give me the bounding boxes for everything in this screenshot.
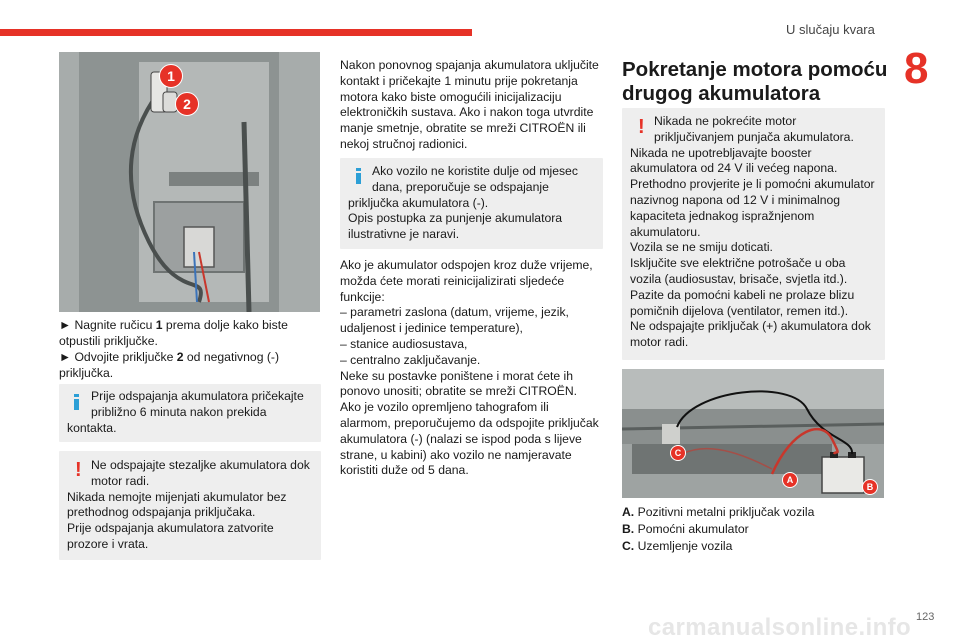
legend-item-b: B. Pomoćni akumulator xyxy=(622,522,749,536)
photo-marker-c: C xyxy=(670,445,686,461)
jump-start-photo xyxy=(622,369,884,498)
warning-box-jump-start: ! Nikada ne pokrećite motor priključivanjem punjača akumulatora. Nikada ne upotrebljavajte booster akumulatora od 24 V ili većeg napona. Prethodno provjerite je li pomoćni akumulator nazivnog napona od 12 V i minimalnog kapaciteta jednakog ispražnjenom akumulatoru. Vozila se ne smiju doticati. Isključite sve električne potrošače u oba vozila (audiosustav, brisače, svjetla itd.). Pazite da pomoćni kabeli ne prolaze blizu pomičnih dijelova (ventilator, remen itd.). Ne odspajajte priključak (+) akumulatora dok motor radi. xyxy=(622,108,885,360)
reinitialization-paragraph: Ako je akumulator odspojen kroz duže vrijeme, možda ćete morati reinicijalizirati sljedeće funkcije: – parametri zaslona (datum, vrijeme, jezik, udaljenost i jedinice temperature), – stanice audiosustava, – centralno zaključavanje. Neke su postavke poništene i morat ćete ih ponovo unositi; obratite se mreži CITROËN. Ako je vozilo opremljeno tahografom ili alarmom, preporučujemo da odspojite priključak akumulatora (-) (nalazi se ispod poda s lijeve strane, u kabini) ako vozilo ne namjeravate koristiti duže od 5 dana. xyxy=(340,258,599,478)
header-accent-bar xyxy=(0,29,472,36)
watermark: carmanualsonline.info xyxy=(648,614,912,641)
battery-terminal-photo xyxy=(59,52,320,312)
warning-icon: ! xyxy=(75,459,82,481)
section-title: Pokretanje motora pomoću drugog akumulatora xyxy=(622,58,888,105)
step-2: ► Odvojite priključke 2 od negativnog (-) priključka. xyxy=(59,350,280,380)
info-box-wait: Prije odspajanja akumulatora pričekajte približno 6 minuta nakon prekida kontakta. xyxy=(59,384,321,442)
photo-marker-2: 2 xyxy=(175,92,199,116)
warning-icon: ! xyxy=(638,116,645,138)
header-title: U slučaju kvara xyxy=(786,22,875,37)
photo-marker-a: A xyxy=(782,472,798,488)
page-number: 123 xyxy=(916,611,935,623)
legend-item-c: C. Uzemljenje vozila xyxy=(622,539,733,553)
chapter-number: 8 xyxy=(904,44,929,93)
reconnect-paragraph: Nakon ponovnog spajanja akumulatora uključite kontakt i pričekajte 1 minutu prije pokretanja motora kako biste omogućili inicijalizaciju elektroničkih sustava. Ako i nakon toga utvrdite manje smetnje, obratite se mreži CITROËN ili nekoj stručnoj radionici. xyxy=(340,58,599,151)
info-box-storage: Ako vozilo ne koristite dulje od mjesec dana, preporučuje se odspajanje priključka akumulatora (-). Opis postupka za punjenje akumulatora ilustrativne je naravi. xyxy=(340,158,603,249)
photo-marker-1: 1 xyxy=(159,64,183,88)
legend-item-a: A. Pozitivni metalni priključak vozila xyxy=(622,505,815,519)
warning-box-disconnect: ! Ne odspajajte stezaljke akumulatora dok motor radi. Nikada nemojte mijenjati akumulator bez prethodnog odspajanja priključaka. Prije odspajanja akumulatora zatvorite prozore i vrata. xyxy=(59,451,321,560)
step-1: ► Nagnite ručicu 1 prema dolje kako biste otpustili priključke. xyxy=(59,318,288,348)
photo-marker-b: B xyxy=(862,479,878,495)
